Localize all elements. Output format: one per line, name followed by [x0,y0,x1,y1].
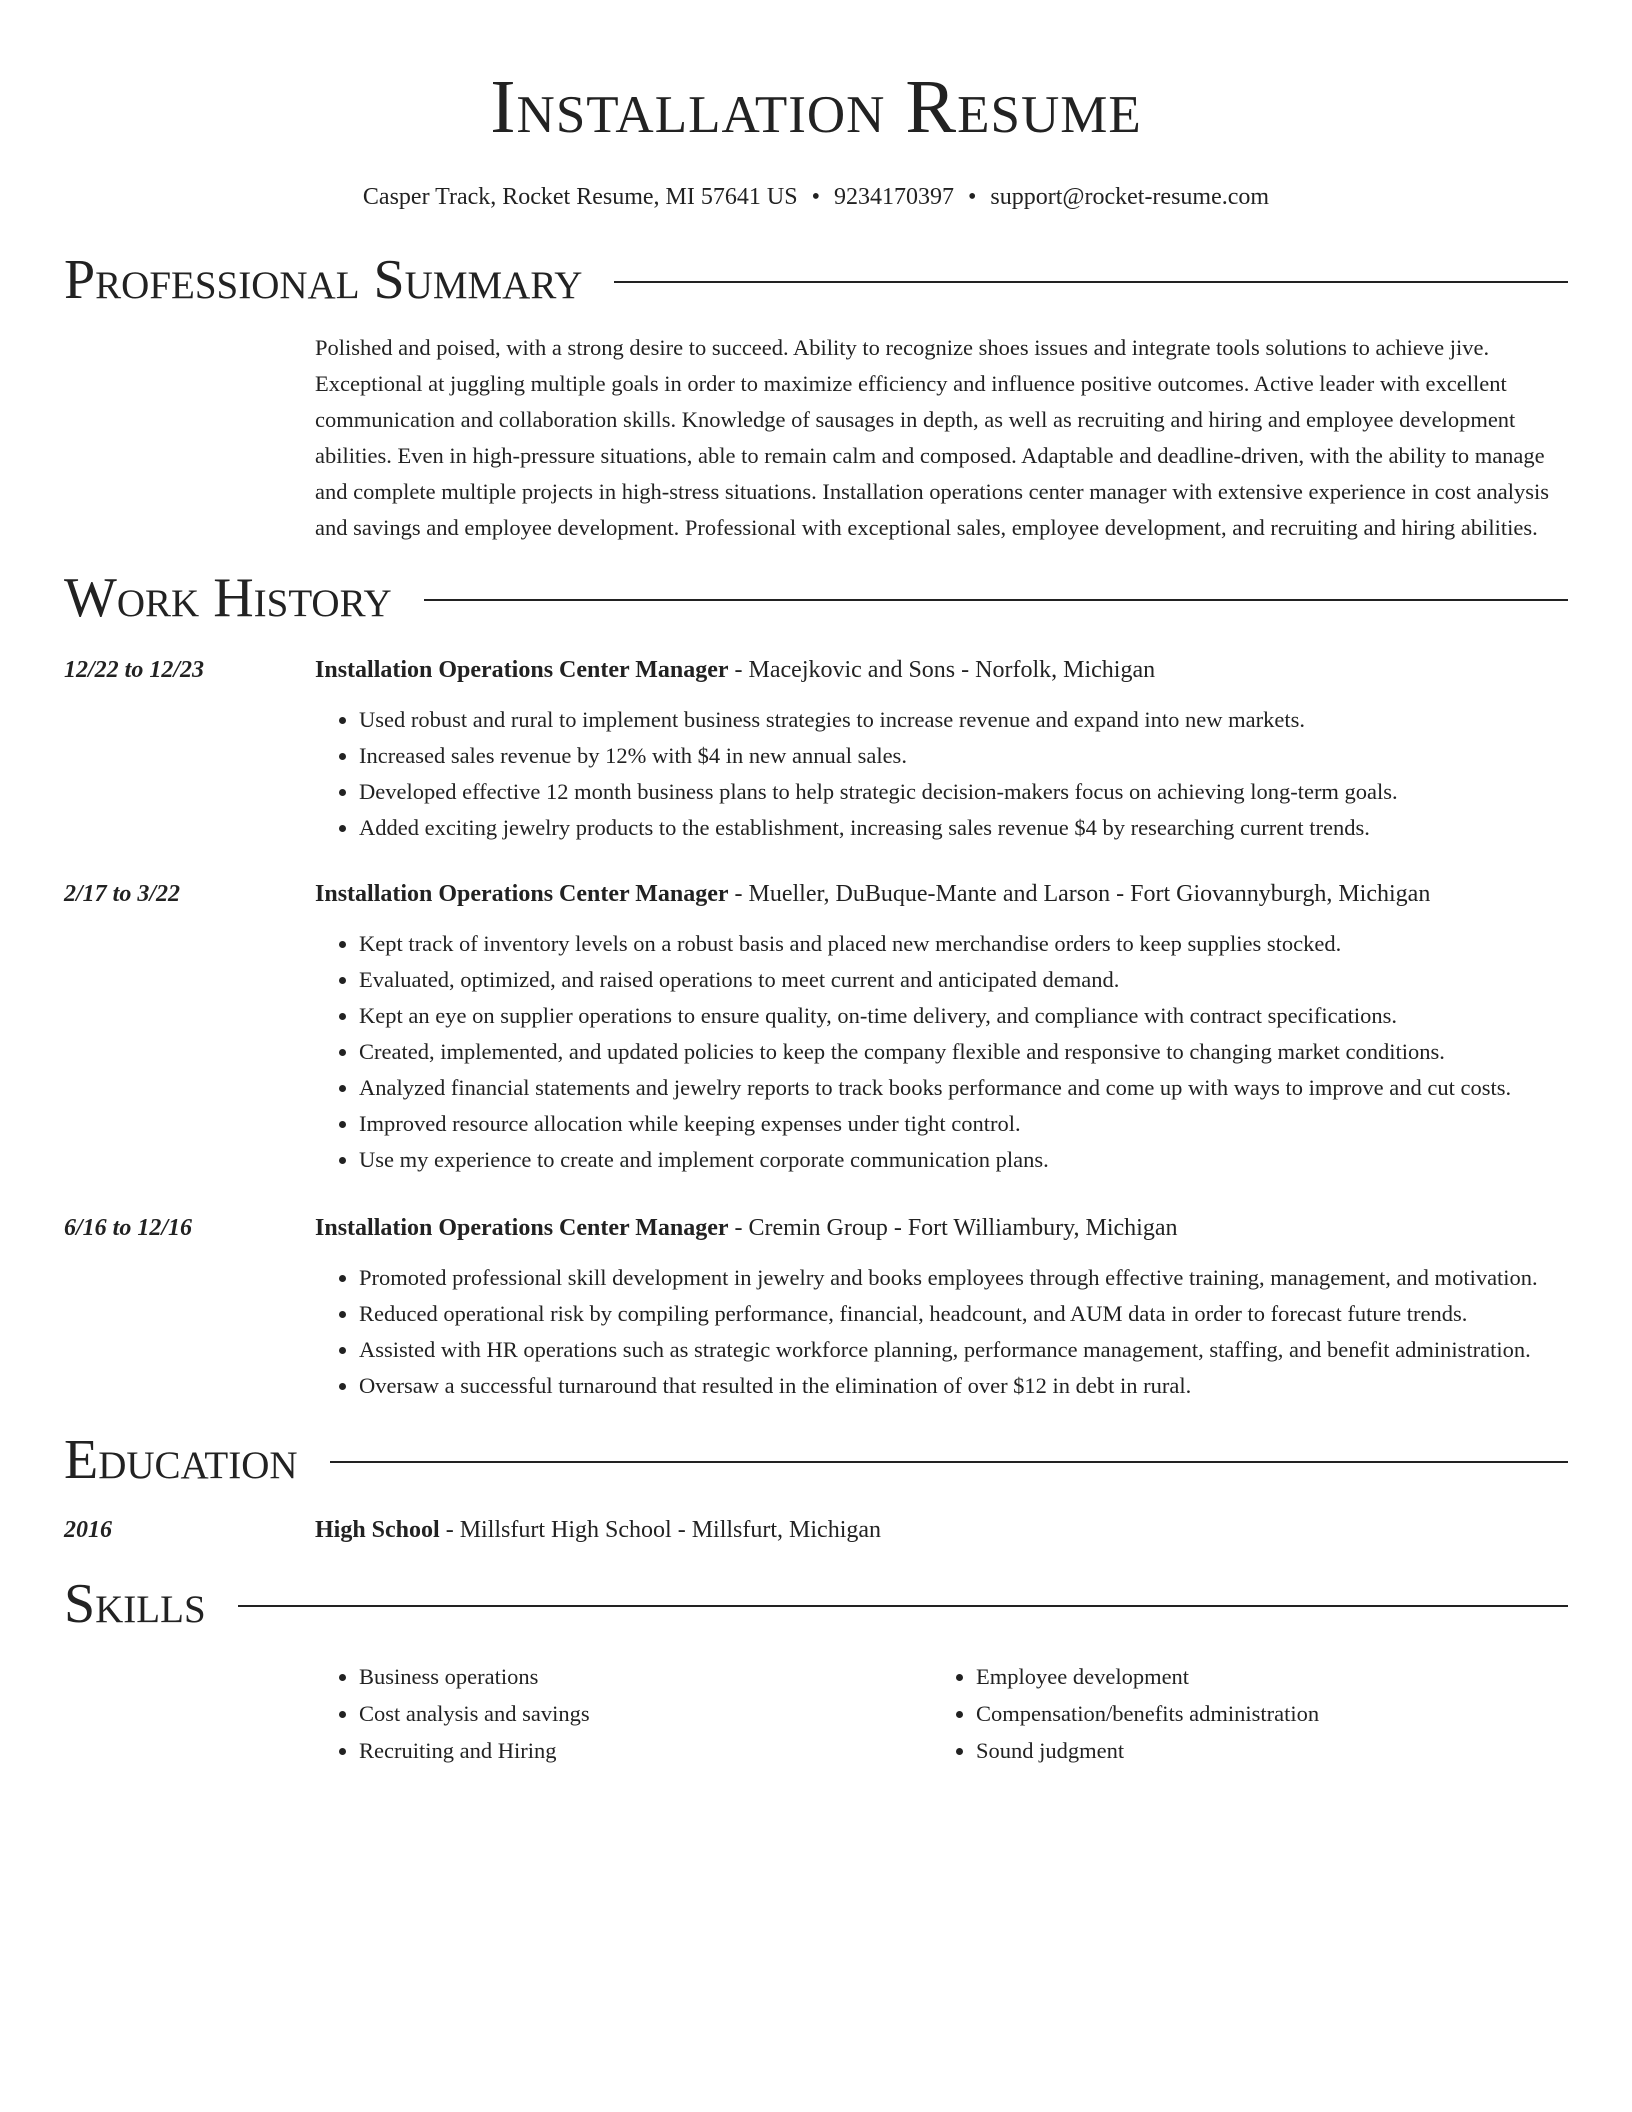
summary-heading: Professional Summary [64,249,583,311]
education-section-header [64,1428,1568,1492]
job-details: - Mueller, DuBuque-Mante and Larson - Fort Giovannyburgh, Michigan [728,881,1431,907]
education-body [315,1512,1568,1548]
list-item: • Increased sales revenue by 12% with $4 in new annual sales. [359,738,1568,774]
skills-column-left [315,1658,932,1769]
job-entry [64,1210,1568,1404]
list-item: • Added exciting jewelry products to the establishment, increasing sales revenue $4 by researching current trends. [359,810,1568,846]
list-item: • Sound judgment [976,1732,1549,1769]
resume-page [64,0,1568,1769]
job-dates: 12/22 to 12/23 [64,657,205,683]
list-item: • Improved resource allocation while keeping expenses under tight control. [359,1106,1568,1142]
list-item: • Developed effective 12 month business plans to help strategic decision-makers focus on achieving long-term goals. [359,774,1568,810]
list-item: • Compensation/benefits administration [976,1695,1549,1732]
job-bullets [315,702,1568,846]
contact-separator: • [811,184,820,210]
job-body [315,1210,1568,1404]
job-body [315,652,1568,846]
job-role: Installation Operations Center Manager [315,657,729,683]
work-history-heading: Work History [64,567,392,629]
contact-email: support@rocket-resume.com [990,184,1270,210]
list-item: • Kept an eye on supplier operations to ensure quality, on-time delivery, and compliance with contract specifications. [359,998,1568,1034]
job-entry [64,876,1568,1178]
contact-separator: • [967,184,977,210]
education-degree: High School [315,1517,440,1543]
list-item: • Use my experience to create and implement corporate communication plans. [359,1142,1568,1178]
job-role: Installation Operations Center Manager [315,1215,729,1241]
contact-phone: 9234170397 [833,184,954,210]
list-item: • Recruiting and Hiring [359,1732,932,1769]
education-entry [64,1512,1568,1548]
education-details: - Millsfurt High School - Millsfurt, Michigan [439,1517,882,1543]
job-body [315,876,1568,1178]
list-item: • Evaluated, optimized, and raised operations to meet current and anticipated demand. [359,962,1568,998]
job-entry [64,652,1568,846]
skills-section-header [64,1572,1568,1636]
work-history-section-header [64,566,1568,630]
list-item: • Kept track of inventory levels on a robust basis and placed new merchandise orders to keep supplies stocked. [359,926,1568,962]
job-dates: 2/17 to 3/22 [64,881,181,907]
list-item: • Business operations [359,1658,932,1695]
list-item: • Employee development [976,1658,1549,1695]
section-divider [614,281,1568,283]
education-heading: Education [64,1429,298,1491]
list-item: • Assisted with HR operations such as strategic workforce planning, performance management, staffing, and benefit administration. [359,1332,1568,1368]
job-heading [315,652,1568,688]
list-item: • Analyzed financial statements and jewelry reports to track books performance and come up with ways to improve and cut costs. [359,1070,1568,1106]
summary-text: Polished and poised, with a strong desire to succeed. Ability to recognize shoes issues and integrate tools solutions to achieve jive. Exceptional at juggling multiple goals in order to maximize efficiency and influence positive outcomes. Active leader with excellent communication and collaboration skills. Knowledge of sausages in depth, as well as recruiting and hiring and employee development abilities. Even in high-pressure situations, able to remain calm and composed. Adaptable and deadline-driven, with the ability to manage and complete multiple projects in high-stress situations. Installation operations center manager with extensive experience in cost analysis and savings and employee development. Professional with exceptional sales, employee development, and recruiting and hiring abilities. [315,335,1550,540]
section-divider [238,1605,1568,1607]
job-bullets [315,1260,1568,1404]
skills-list [315,1658,1568,1769]
skills-heading: Skills [64,1573,206,1635]
job-role: Installation Operations Center Manager [315,881,729,907]
job-bullets [315,926,1568,1178]
list-item: • Used robust and rural to implement business strategies to increase revenue and expand into new markets. [359,702,1568,738]
skills-column-right [932,1658,1549,1769]
contact-address: Casper Track, Rocket Resume, MI 57641 US [362,184,798,210]
resume-title: Installation Resume [490,65,1142,149]
job-dates: 6/16 to 12/16 [64,1215,193,1241]
job-details: - Macejkovic and Sons - Norfolk, Michigan [728,657,1156,683]
section-divider [330,1461,1568,1463]
job-heading [315,1210,1568,1246]
contact-line [64,182,1568,212]
list-item: • Oversaw a successful turnaround that resulted in the elimination of over $12 in debt in rural. [359,1368,1568,1404]
education-heading-line [315,1512,1568,1548]
job-heading [315,876,1568,912]
section-divider [424,599,1568,601]
list-item: • Reduced operational risk by compiling performance, financial, headcount, and AUM data in order to forecast future trends. [359,1296,1568,1332]
list-item: • Created, implemented, and updated policies to keep the company flexible and responsive to changing market conditions. [359,1034,1568,1070]
list-item: • Promoted professional skill development in jewelry and books employees through effective training, management, and motivation. [359,1260,1568,1296]
list-item: • Cost analysis and savings [359,1695,932,1732]
education-year: 2016 [64,1517,112,1543]
job-details: - Cremin Group - Fort Williambury, Michigan [728,1215,1178,1241]
summary-section-header [64,248,1568,312]
